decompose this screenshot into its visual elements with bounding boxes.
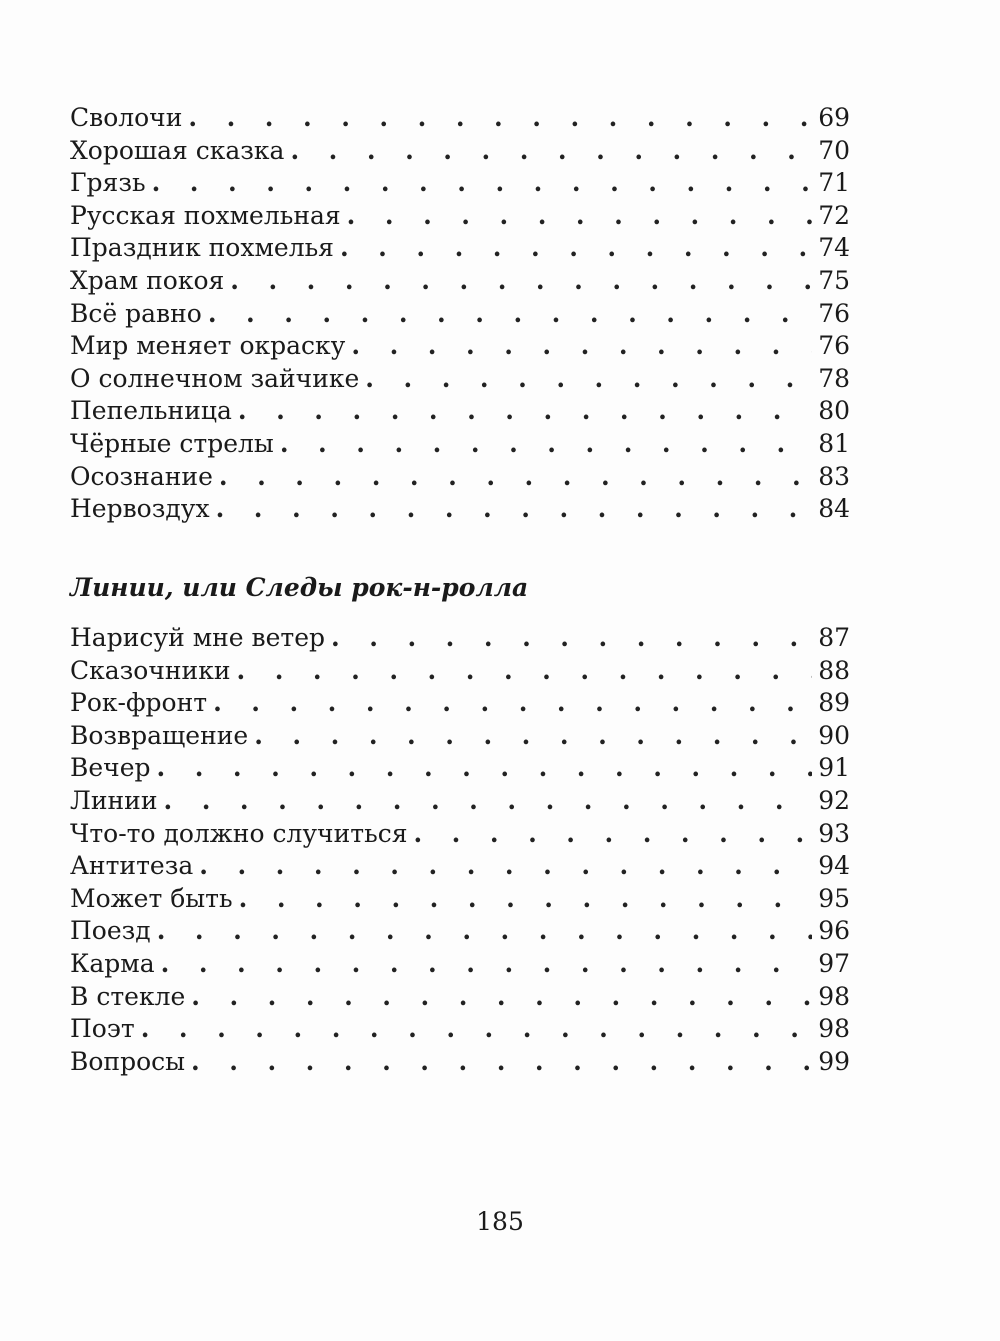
toc-dot-leader [141, 1013, 813, 1046]
toc-entry-title: Чёрные стрелы [70, 428, 274, 458]
toc-entry [70, 102, 850, 135]
toc-entry [70, 461, 850, 494]
toc-entry-page: 71 [818, 168, 850, 198]
toc-dot-leader [191, 1046, 812, 1079]
toc-entry-title: Хорошая сказка [70, 135, 285, 165]
toc-entry-page: 75 [818, 265, 850, 295]
toc-entry [70, 687, 850, 720]
toc-entry-title: Нервоздух [70, 494, 210, 524]
toc-dot-leader [219, 461, 812, 494]
toc-dot-leader [239, 883, 813, 916]
toc-dot-leader [331, 622, 812, 655]
toc-dot-leader [290, 135, 812, 168]
toc-entry [70, 167, 850, 200]
toc-dot-leader [280, 428, 812, 461]
toc-entry [70, 818, 850, 851]
toc-entry-page: 89 [818, 688, 850, 718]
toc-entry [70, 915, 850, 948]
toc-entry [70, 981, 850, 1014]
toc-entry-title: Поэт [70, 1014, 135, 1044]
toc-entry-page: 69 [818, 103, 850, 132]
toc-entry-title: В стекле [70, 981, 186, 1011]
toc-entry [70, 883, 850, 916]
toc-entry [70, 1013, 850, 1046]
toc-entry-page: 95 [818, 883, 850, 913]
page-number: 185 [476, 1207, 524, 1236]
toc-entry [70, 850, 850, 883]
toc-dot-leader [164, 785, 813, 818]
toc-entry-page: 76 [818, 298, 850, 328]
toc-entry-page: 88 [818, 655, 850, 685]
toc-dot-leader [347, 200, 813, 233]
toc-entry [70, 232, 850, 265]
toc-entry-title: Может быть [70, 883, 233, 913]
toc-entry-page: 91 [818, 753, 850, 783]
toc-entry-title: Вечер [70, 753, 151, 783]
toc-entry-title: Рок-фронт [70, 688, 208, 718]
toc-entry-page: 97 [818, 948, 850, 978]
toc-entry-title: Поезд [70, 916, 151, 946]
toc-dot-leader [157, 915, 813, 948]
toc-entry-title: Пепельница [70, 396, 232, 426]
toc-entry [70, 785, 850, 818]
toc-entry [70, 395, 850, 428]
toc-entry-page: 98 [818, 981, 850, 1011]
toc-dot-leader [413, 818, 812, 851]
toc-section-1 [70, 102, 850, 526]
toc-entry-title: Карма [70, 948, 155, 978]
toc-entry-page: 76 [818, 331, 850, 361]
toc-dot-leader [351, 330, 812, 363]
toc-entry-page: 94 [818, 851, 850, 881]
toc-entry [70, 622, 850, 655]
toc-entry-title: Храм покоя [70, 265, 225, 295]
toc-entry-title: Мир меняет окраску [70, 331, 346, 361]
toc-section-2 [70, 622, 850, 1078]
toc-entry [70, 655, 850, 688]
toc-dot-leader [161, 948, 813, 981]
toc-entry [70, 493, 850, 526]
toc-dot-leader [254, 720, 812, 753]
toc-dot-leader [188, 102, 812, 135]
toc-entry-title: Сказочники [70, 655, 231, 685]
toc-entry [70, 330, 850, 363]
toc-dot-leader [340, 232, 812, 265]
toc-entry-title: Возвращение [70, 720, 249, 750]
toc-entry-title: Русская похмельная [70, 200, 341, 230]
toc-entry-page: 83 [818, 461, 850, 491]
toc-entry-page: 87 [818, 623, 850, 652]
toc-entry [70, 1046, 850, 1079]
toc-entry-page: 93 [818, 818, 850, 848]
toc-entry [70, 948, 850, 981]
toc-entry-page: 99 [818, 1046, 850, 1076]
toc-entry [70, 752, 850, 785]
toc-entry [70, 265, 850, 298]
toc-entry-page: 90 [818, 720, 850, 750]
toc-entry-title: Линии [70, 785, 158, 815]
toc-dot-leader [157, 752, 813, 785]
toc-entry-title: Что-то должно случиться [70, 818, 408, 848]
toc-entry-page: 72 [818, 200, 850, 230]
toc-entry-title: Грязь [70, 168, 146, 198]
toc-entry [70, 428, 850, 461]
toc-dot-leader [365, 363, 812, 396]
toc-entry [70, 298, 850, 331]
toc-dot-leader [191, 981, 812, 1014]
toc-entry-page: 78 [818, 363, 850, 393]
toc-entry-page: 92 [818, 785, 850, 815]
toc-entry-title: Вопросы [70, 1046, 186, 1076]
toc-entry [70, 135, 850, 168]
toc-entry [70, 200, 850, 233]
toc-entry-page: 70 [818, 135, 850, 165]
toc-entry-page: 84 [818, 494, 850, 524]
toc-entry-page: 74 [818, 233, 850, 263]
toc-entry-title: Всё равно [70, 298, 202, 328]
toc-entry-title: Праздник похмелья [70, 233, 334, 263]
toc-dot-leader [208, 298, 812, 331]
toc-dot-leader [152, 167, 813, 200]
toc-entry [70, 720, 850, 753]
toc-entry-title: Сволочи [70, 103, 183, 132]
toc-entry-page: 98 [818, 1014, 850, 1044]
toc-entry-page: 80 [818, 396, 850, 426]
toc-dot-leader [199, 850, 812, 883]
toc-dot-leader [230, 265, 812, 298]
toc-entry-page: 81 [818, 428, 850, 458]
toc-entry-page: 96 [818, 916, 850, 946]
toc-entry-title: Осознание [70, 461, 213, 491]
toc-dot-leader [213, 687, 812, 720]
toc-entry-title: О солнечном зайчике [70, 363, 360, 393]
toc-dot-leader [216, 493, 813, 526]
section-heading: Линии, или Следы рок-н-ролла [70, 573, 529, 602]
toc-entry-title: Нарисуй мне ветер [70, 623, 326, 652]
toc-dot-leader [237, 655, 813, 688]
toc-entry-title: Антитеза [70, 851, 194, 881]
toc-dot-leader [238, 395, 812, 428]
toc-entry [70, 363, 850, 396]
